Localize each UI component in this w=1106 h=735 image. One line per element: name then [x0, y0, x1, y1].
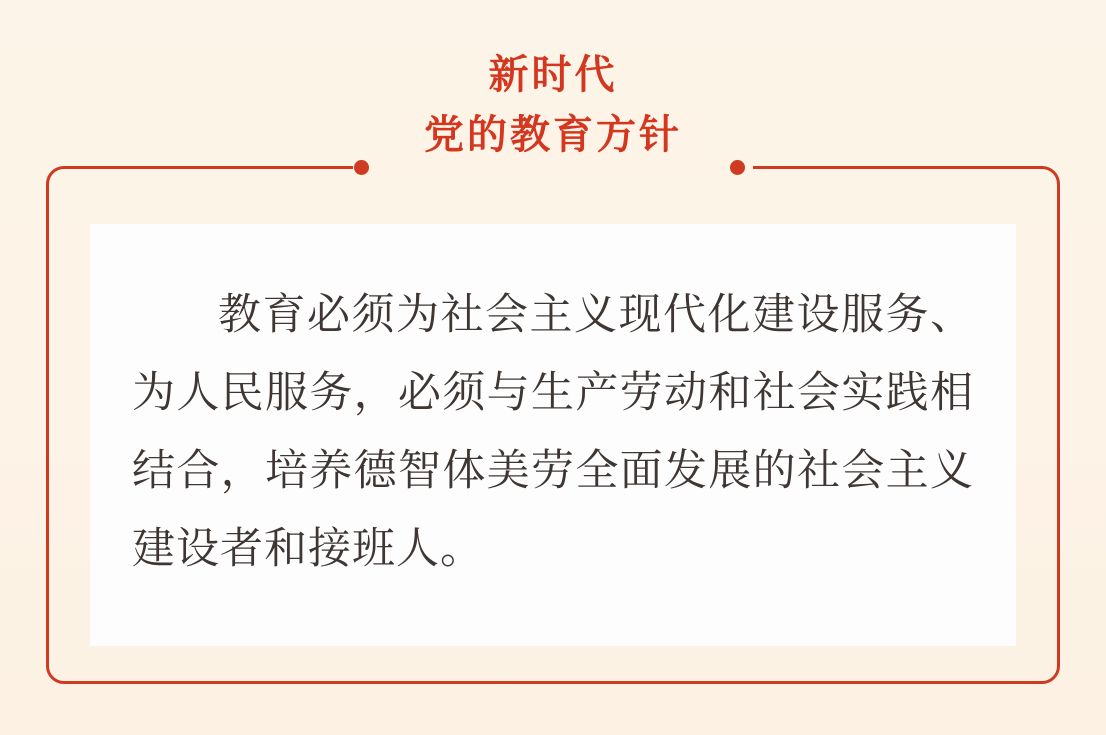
- title-block: [0, 52, 1106, 158]
- page-title-line-2: 党的教育方针: [398, 112, 708, 158]
- frame-dot-left-icon: [354, 160, 369, 175]
- page-title-line-1: 新时代: [488, 52, 618, 98]
- policy-body-text: 教育必须为社会主义现代化建设服务、为人民服务，必须与生产劳动和社会实践相结合，培养德智体美劳全面发展的社会主义建设者和接班人。: [132, 290, 974, 574]
- content-card: [90, 224, 1016, 646]
- frame-dot-right-icon: [730, 160, 745, 175]
